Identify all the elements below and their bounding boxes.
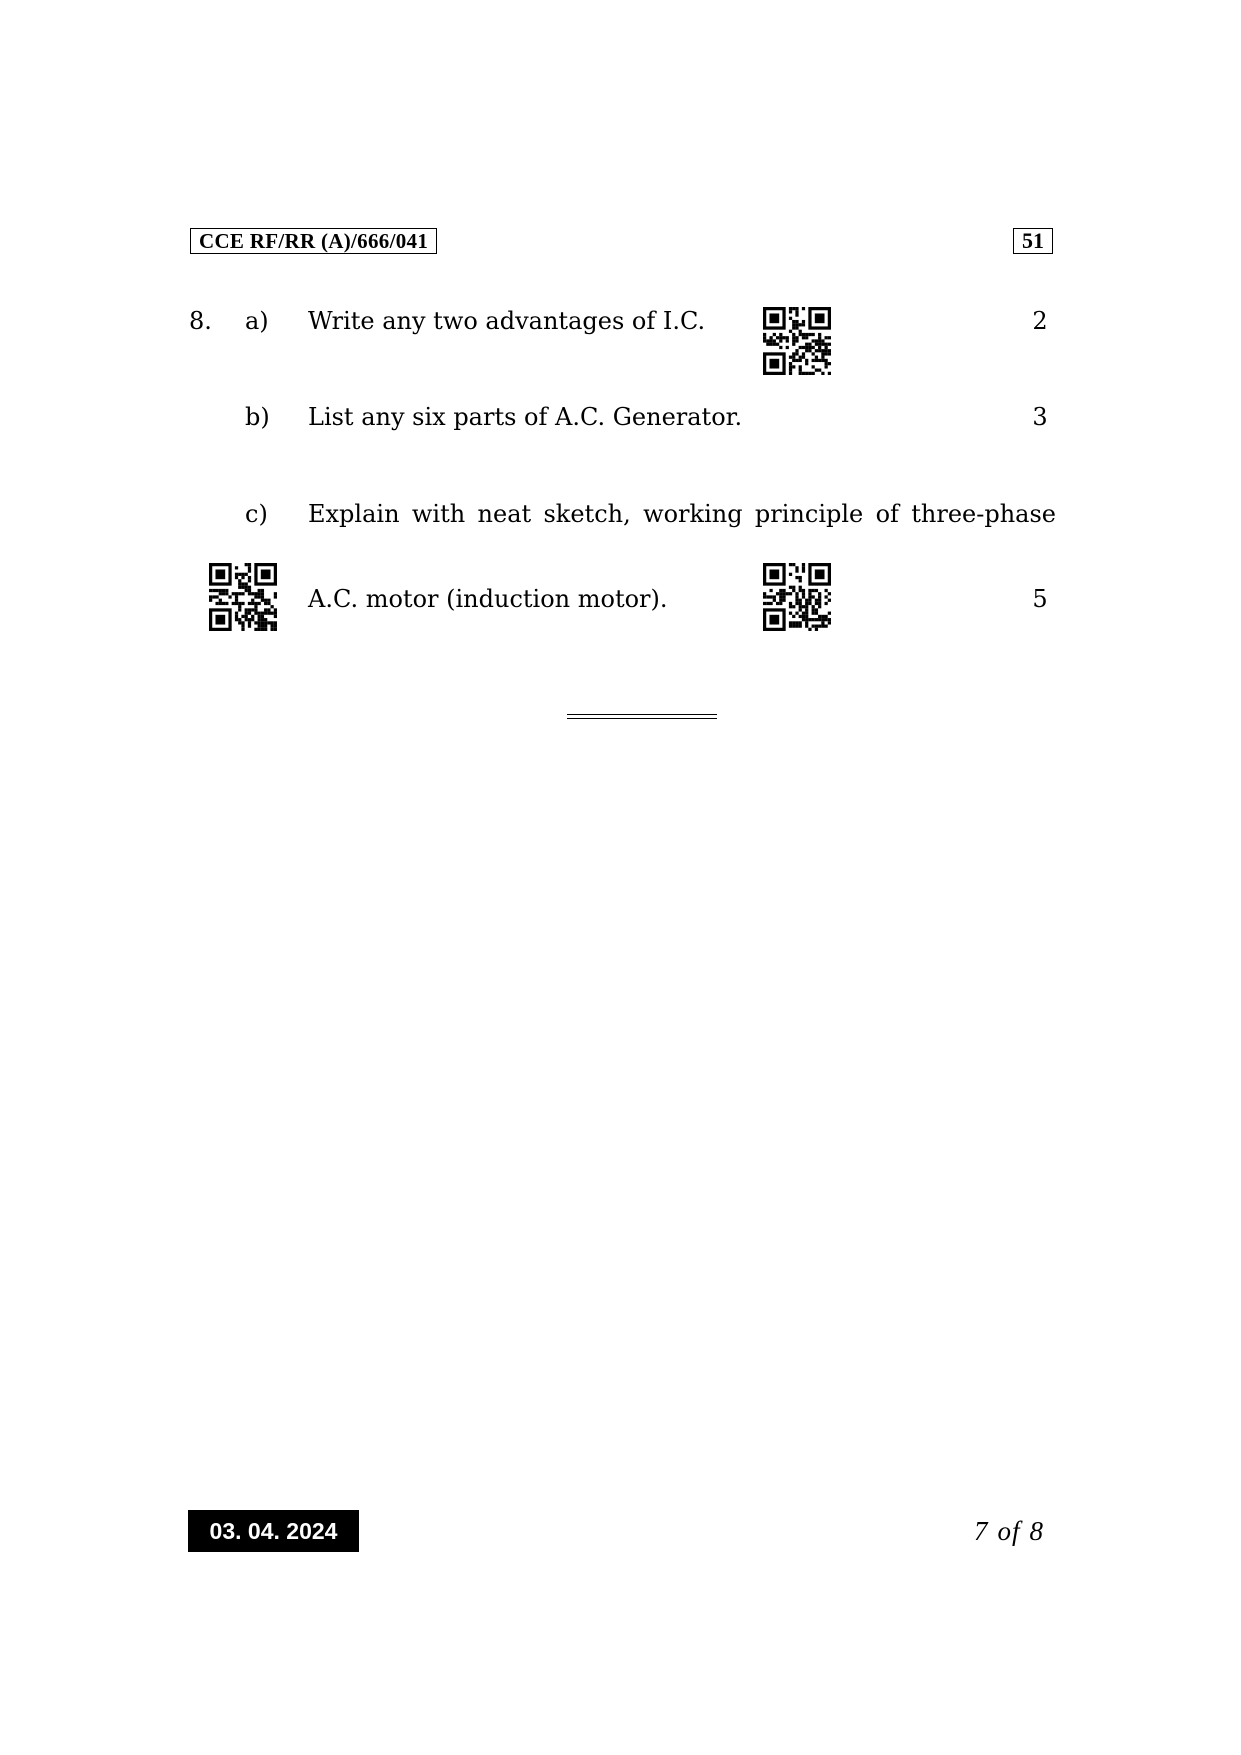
part-b-text: List any six parts of A.C. Generator. (308, 403, 743, 431)
page-of: of (997, 1516, 1021, 1546)
part-c-text-line2: A.C. motor (induction motor). (308, 585, 668, 613)
qr-code-icon (763, 307, 831, 375)
page-current: 7 (974, 1516, 989, 1546)
paper-number: 51 (1013, 228, 1053, 254)
paper-code: CCE RF/RR (A)/666/041 (190, 228, 437, 254)
part-a-marks: 2 (1032, 307, 1048, 335)
part-c-text-line1: Explain with neat sketch, working principle of three-phase (308, 500, 1056, 528)
part-c-label: c) (245, 500, 268, 528)
page-total: 8 (1029, 1516, 1045, 1546)
part-b-marks: 3 (1032, 403, 1048, 431)
qr-code-svg (209, 563, 277, 631)
part-a-label: a) (245, 307, 269, 335)
exam-date: 03. 04. 2024 (188, 1510, 359, 1552)
question-number: 8. (189, 307, 212, 335)
qr-code-svg (763, 307, 831, 375)
qr-code-svg (763, 563, 831, 631)
qr-code-icon (763, 563, 831, 631)
part-c-marks: 5 (1032, 585, 1048, 613)
qr-code-icon (209, 563, 277, 631)
end-separator (567, 714, 717, 719)
part-a-text: Write any two advantages of I.C. (308, 307, 706, 335)
part-b-label: b) (245, 403, 270, 431)
page-number (974, 1514, 1044, 1548)
